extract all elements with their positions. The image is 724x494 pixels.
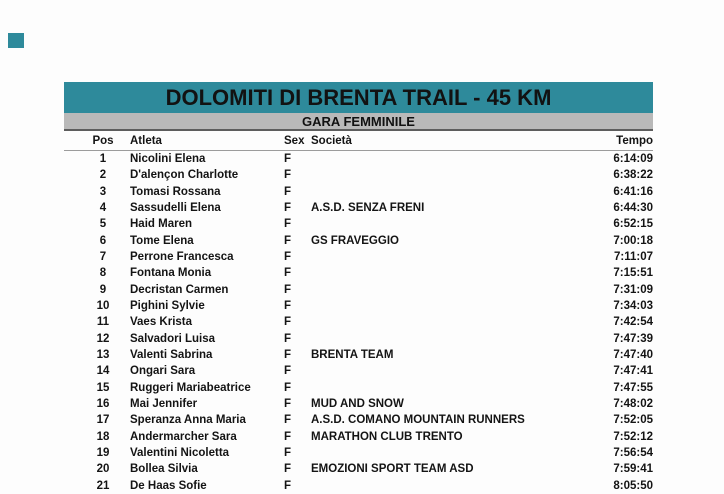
column-header-tempo: Tempo xyxy=(616,135,653,147)
cell-pos: 11 xyxy=(96,316,110,329)
cell-atleta: Perrone Francesca xyxy=(130,250,234,263)
table-row xyxy=(0,298,724,314)
cell-sex: F xyxy=(284,299,292,312)
cell-pos: 13 xyxy=(96,348,110,361)
cell-atleta: Speranza Anna Maria xyxy=(130,414,246,427)
cell-pos: 16 xyxy=(96,397,110,410)
cell-pos: 9 xyxy=(99,283,107,296)
cell-atleta: Haid Maren xyxy=(130,218,192,231)
race-title: DOLOMITI DI BRENTA TRAIL - 45 KM xyxy=(165,85,552,110)
table-row xyxy=(0,347,724,363)
cell-tempo: 6:52:15 xyxy=(613,218,653,231)
cell-tempo: 7:00:18 xyxy=(613,234,653,247)
cell-tempo: 7:42:54 xyxy=(613,316,653,329)
cell-sex: F xyxy=(284,365,292,378)
cell-societa: A.S.D. SENZA FRENI xyxy=(311,201,425,214)
cell-sex: F xyxy=(284,169,292,182)
cell-atleta: Tomasi Rossana xyxy=(130,185,221,198)
cell-tempo: 7:47:39 xyxy=(613,332,653,345)
cell-sex: F xyxy=(284,218,292,231)
category-bar xyxy=(64,113,653,131)
column-header-atleta: Atleta xyxy=(130,135,162,147)
table-row xyxy=(0,184,724,200)
cell-pos: 12 xyxy=(96,332,110,345)
table-row xyxy=(0,412,724,428)
table-body xyxy=(0,151,724,494)
table-row xyxy=(0,249,724,265)
cell-sex: F xyxy=(284,267,292,280)
table-row xyxy=(0,314,724,330)
cell-tempo: 7:52:05 xyxy=(613,414,653,427)
cell-pos: 10 xyxy=(96,299,110,312)
cell-pos: 14 xyxy=(96,365,110,378)
cell-sex: F xyxy=(284,250,292,263)
cell-atleta: Nicolini Elena xyxy=(130,153,206,165)
cell-sex: F xyxy=(284,201,292,214)
cell-societa: MUD AND SNOW xyxy=(311,397,404,410)
cell-tempo: 7:47:40 xyxy=(613,348,653,361)
cell-atleta: Decristan Carmen xyxy=(130,283,229,296)
cell-tempo: 7:34:03 xyxy=(613,299,653,312)
table-row xyxy=(0,461,724,477)
table-row xyxy=(0,200,724,216)
table-row xyxy=(0,265,724,281)
cell-atleta: Valentini Nicoletta xyxy=(130,446,230,459)
cell-pos: 15 xyxy=(96,381,110,394)
cell-tempo: 7:11:07 xyxy=(613,250,653,263)
cell-sex: F xyxy=(284,332,292,345)
cell-atleta: Andermarcher Sara xyxy=(130,430,237,443)
cell-atleta: Fontana Monia xyxy=(130,267,212,280)
table-row xyxy=(0,396,724,412)
cell-sex: F xyxy=(284,381,292,394)
cell-atleta: Bollea Silvia xyxy=(130,463,198,476)
cell-sex: F xyxy=(284,446,292,459)
cell-atleta: D'alençon Charlotte xyxy=(130,169,239,182)
cell-atleta: Sassudelli Elena xyxy=(130,201,221,214)
cell-atleta: Pighini Sylvie xyxy=(130,299,205,312)
cell-pos: 2 xyxy=(99,169,107,182)
category-title: GARA FEMMINILE xyxy=(302,114,415,129)
cell-tempo: 8:05:50 xyxy=(613,479,653,492)
table-row xyxy=(0,331,724,347)
cell-tempo: 7:15:51 xyxy=(613,267,653,280)
cell-sex: F xyxy=(284,414,292,427)
table-header-row xyxy=(0,133,724,150)
cell-pos: 5 xyxy=(99,218,107,231)
cell-pos: 1 xyxy=(99,153,107,165)
cell-sex: F xyxy=(284,479,292,492)
cell-atleta: Mai Jennifer xyxy=(130,397,198,410)
race-title-bar xyxy=(64,82,653,113)
cell-tempo: 7:52:12 xyxy=(613,430,653,443)
cell-atleta: Ongari Sara xyxy=(130,365,196,378)
table-row xyxy=(0,380,724,396)
cell-pos: 7 xyxy=(99,250,107,263)
cell-societa: A.S.D. COMANO MOUNTAIN RUNNERS xyxy=(311,414,525,427)
table-row xyxy=(0,429,724,445)
column-header-pos: Pos xyxy=(92,135,114,147)
cell-societa: EMOZIONI SPORT TEAM ASD xyxy=(311,463,474,476)
cell-sex: F xyxy=(284,463,292,476)
cell-tempo: 7:59:41 xyxy=(613,463,653,476)
cell-tempo: 6:44:30 xyxy=(613,201,653,214)
cell-pos: 17 xyxy=(96,414,110,427)
cell-pos: 18 xyxy=(96,430,110,443)
cell-pos: 19 xyxy=(96,446,110,459)
cell-atleta: Valenti Sabrina xyxy=(130,348,213,361)
table-row xyxy=(0,363,724,379)
cell-sex: F xyxy=(284,283,292,296)
cell-sex: F xyxy=(284,348,292,361)
cell-pos: 21 xyxy=(96,479,110,492)
cell-sex: F xyxy=(284,234,292,247)
cell-sex: F xyxy=(284,153,292,165)
cell-tempo: 7:47:55 xyxy=(613,381,653,394)
table-row xyxy=(0,445,724,461)
cell-societa: MARATHON CLUB TRENTO xyxy=(311,430,463,443)
table-row xyxy=(0,167,724,183)
cell-sex: F xyxy=(284,397,292,410)
cell-atleta: Tome Elena xyxy=(130,234,194,247)
cell-societa: BRENTA TEAM xyxy=(311,348,394,361)
table-row xyxy=(0,282,724,298)
table-row xyxy=(0,216,724,232)
cell-atleta: De Haas Sofie xyxy=(130,479,207,492)
cell-sex: F xyxy=(284,430,292,443)
cell-tempo: 7:48:02 xyxy=(613,397,653,410)
teal-square-icon xyxy=(8,33,24,48)
column-header-societa: Società xyxy=(311,135,352,147)
cell-societa: GS FRAVEGGIO xyxy=(311,234,399,247)
cell-atleta: Ruggeri Mariabeatrice xyxy=(130,381,251,394)
cell-tempo: 6:41:16 xyxy=(613,185,653,198)
cell-pos: 6 xyxy=(99,234,107,247)
table-row xyxy=(0,233,724,249)
cell-sex: F xyxy=(284,185,292,198)
cell-pos: 3 xyxy=(99,185,107,198)
table-row xyxy=(0,151,724,167)
cell-sex: F xyxy=(284,316,292,329)
cell-pos: 8 xyxy=(99,267,107,280)
cell-atleta: Salvadori Luisa xyxy=(130,332,216,345)
cell-tempo: 7:31:09 xyxy=(613,283,653,296)
cell-tempo: 6:38:22 xyxy=(613,169,653,182)
cell-tempo: 7:56:54 xyxy=(613,446,653,459)
cell-pos: 4 xyxy=(99,201,107,214)
column-header-sex: Sex xyxy=(284,135,305,147)
cell-tempo: 6:14:09 xyxy=(613,153,653,165)
cell-atleta: Vaes Krista xyxy=(130,316,193,329)
cell-pos: 20 xyxy=(96,463,110,476)
cell-tempo: 7:47:41 xyxy=(613,365,653,378)
